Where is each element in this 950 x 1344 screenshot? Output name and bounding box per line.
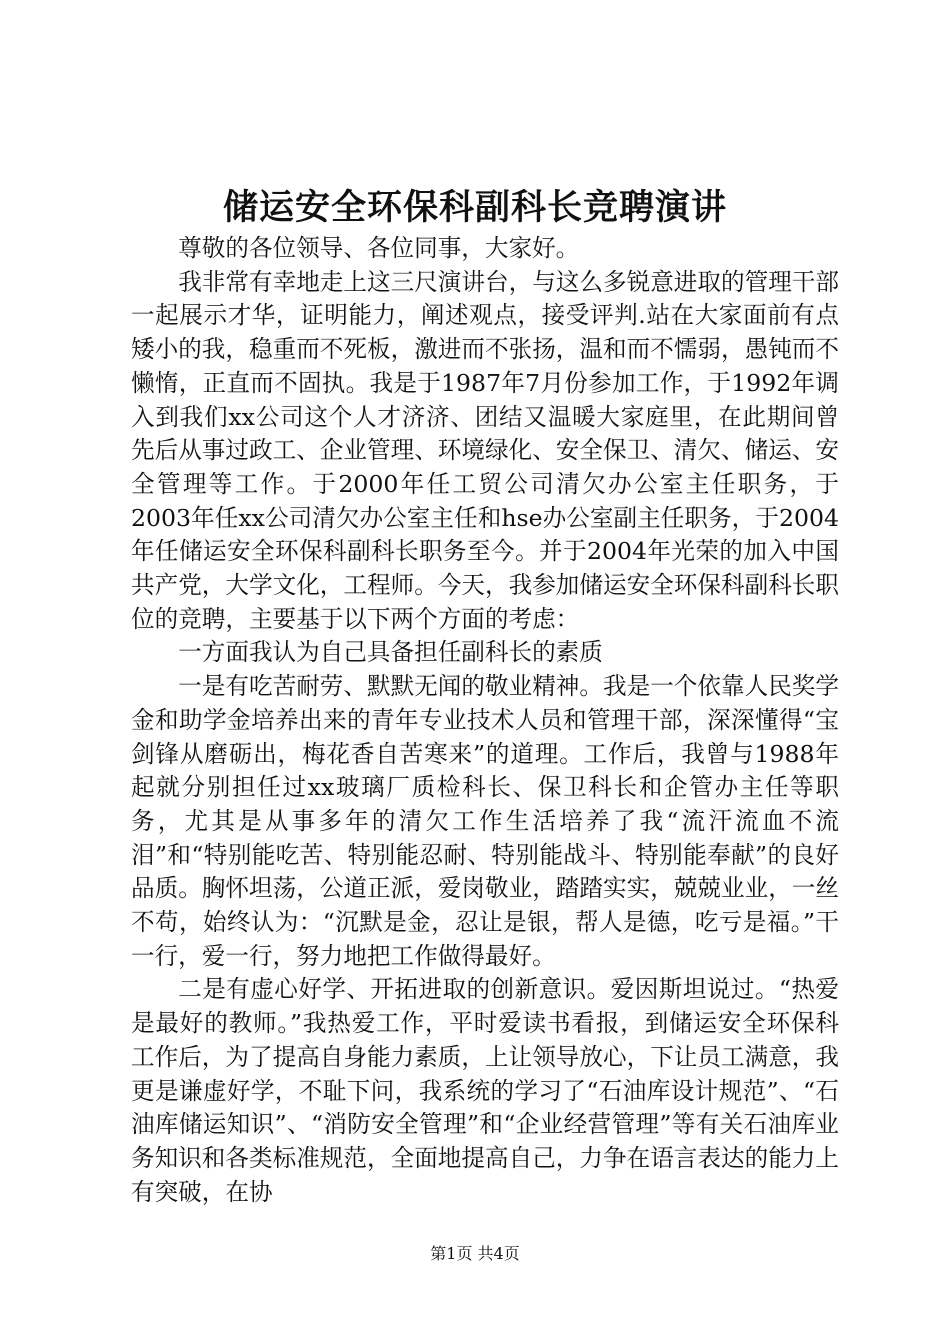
page-number-footer: 第1页 共4页 — [430, 1244, 520, 1263]
paragraph-introduction: 我非常有幸地走上这三尺演讲台，与这么多锐意进取的管理干部一起展示才华，证明能力，阐述观点，接受评判.站在大家面前有点矮小的我，稳重而不死板，激进而不张扬，温和而不懦弱，愚钝而不懒惰，正直而不固执。我是于1987年7月份参加工作，于1992年调入到我们xx公司这个人才济济、团结又温暖大家庭里，在此期间曾先后从事过政工、企业管理、环境绿化、安全保卫、清欠、储运、安全管理等工作。于2000年任工贸公司清欠办公室主任职务，于2003年任xx公司清欠办公室主任和hse办公室副主任职务，于2004年任储运安全环保科副科长职务至今。并于2004年光荣的加入中国共产党，大学文化，工程师。今天，我参加储运安全环保科副科长职位的竞聘，主要基于以下两个方面的考虑： — [131, 267, 839, 633]
paragraph-section-heading: 一方面我认为自己具备担任副科长的素质 — [178, 638, 603, 667]
paragraph-greeting: 尊敬的各位领导、各位同事，大家好。 — [178, 234, 580, 262]
document-body — [131, 232, 839, 1209]
paragraph-dedication: 一是有吃苦耐劳、默默无闻的敬业精神。我是一个依靠人民奖学金和助学金培养出来的青年专业技术人员和管理干部，深深懂得“宝剑锋从磨砺出，梅花香自苦寒来”的道理。工作后，我曾与1988年起就分别担任过xx玻璃厂质检科长、保卫科长和企管办主任等职务，尤其是从事多年的清欠工作生活培养了我“流汗流血不流泪”和“特别能吃苦、特别能忍耐、特别能战斗、特别能奉献”的良好品质。胸怀坦荡，公道正派，爱岗敬业，踏踏实实，兢兢业业，一丝不苟，始终认为：“沉默是金，忍让是银，帮人是德，吃亏是福。”干一行，爱一行，努力地把工作做得最好。 — [131, 672, 839, 970]
paragraph-learning: 二是有虚心好学、开拓进取的创新意识。爱因斯坦说过。“热爱是最好的教师。”我热爱工作，平时爱读书看报，到储运安全环保科工作后，为了提高自身能力素质，上让领导放心，下让员工满意，我更是谦虚好学，不耻下问，我系统的学习了“石油库设计规范”、“石油库储运知识”、“消防安全管理”和“企业经营管理”等有关石油库业务知识和各类标准规范，全面地提高自己，力争在语言表达的能力上有突破，在协 — [131, 975, 839, 1206]
document-title: 储运安全环保科副科长竞聘演讲 — [222, 187, 727, 228]
